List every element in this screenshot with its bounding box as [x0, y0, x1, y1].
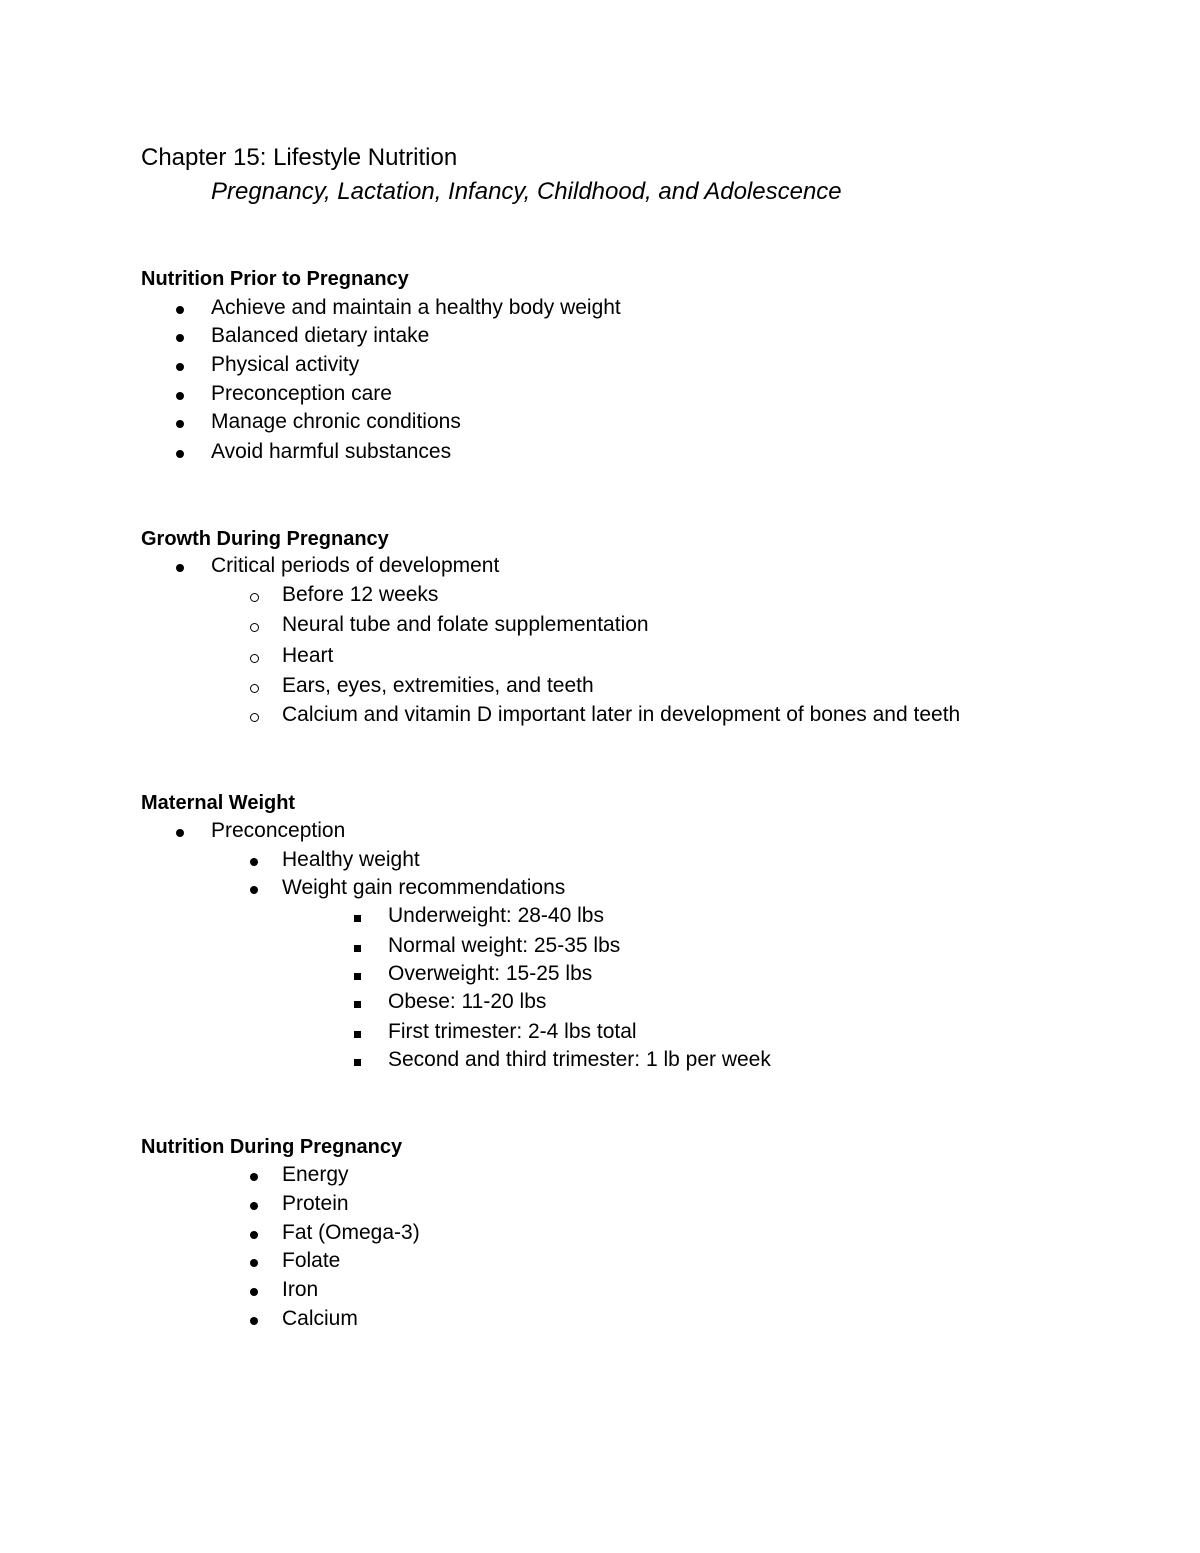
list-item: Heart — [282, 644, 334, 667]
bullet-circle-icon — [250, 684, 259, 693]
bullet-square-icon — [354, 945, 361, 952]
bullet-square-icon — [354, 1031, 361, 1038]
bullet-disc-icon — [176, 564, 184, 572]
document-title: Chapter 15: Lifestyle Nutrition — [141, 144, 458, 171]
list-item: First trimester: 2-4 lbs total — [388, 1020, 637, 1043]
bullet-square-icon — [354, 973, 361, 980]
bullet-disc-icon — [250, 1259, 258, 1267]
document-subtitle: Pregnancy, Lactation, Infancy, Childhood, and Adolescence — [211, 178, 842, 205]
list-item: Avoid harmful substances — [211, 440, 452, 463]
list-item: Preconception care — [211, 382, 392, 405]
list-item: Underweight: 28-40 lbs — [388, 904, 604, 927]
bullet-disc-icon — [250, 1173, 258, 1181]
bullet-disc-icon — [250, 1231, 258, 1239]
list-item: Energy — [282, 1163, 349, 1186]
bullet-circle-icon — [250, 713, 259, 722]
list-item: Iron — [282, 1278, 319, 1301]
bullet-disc-icon — [250, 1202, 258, 1210]
list-item: Critical periods of development — [211, 554, 500, 577]
bullet-disc-icon — [176, 420, 184, 428]
list-item: Achieve and maintain a healthy body weight — [211, 296, 621, 319]
bullet-disc-icon — [250, 1317, 258, 1325]
bullet-circle-icon — [250, 593, 259, 602]
section-heading: Nutrition During Pregnancy — [141, 1136, 403, 1158]
list-item: Ears, eyes, extremities, and teeth — [282, 674, 594, 697]
list-item: Calcium and vitamin D important later in development of bones and teeth — [282, 703, 961, 726]
list-item: Protein — [282, 1192, 349, 1215]
list-item: Physical activity — [211, 353, 360, 376]
bullet-disc-icon — [176, 306, 184, 314]
list-item: Second and third trimester: 1 lb per week — [388, 1048, 771, 1071]
bullet-square-icon — [354, 1001, 361, 1008]
list-item: Fat (Omega-3) — [282, 1221, 420, 1244]
bullet-circle-icon — [250, 623, 259, 632]
list-item: Weight gain recommendations — [282, 876, 566, 899]
bullet-square-icon — [354, 915, 361, 922]
bullet-disc-icon — [176, 450, 184, 458]
bullet-disc-icon — [176, 392, 184, 400]
list-item: Neural tube and folate supplementation — [282, 613, 649, 636]
list-item: Folate — [282, 1249, 341, 1272]
bullet-disc-icon — [176, 334, 184, 342]
bullet-square-icon — [354, 1059, 361, 1066]
bullet-disc-icon — [176, 363, 184, 371]
bullet-disc-icon — [250, 858, 258, 866]
list-item: Calcium — [282, 1307, 358, 1330]
list-item: Before 12 weeks — [282, 583, 439, 606]
list-item: Overweight: 15-25 lbs — [388, 962, 593, 985]
bullet-disc-icon — [250, 1288, 258, 1296]
list-item: Preconception — [211, 819, 346, 842]
section-heading: Maternal Weight — [141, 792, 296, 814]
section-heading: Growth During Pregnancy — [141, 528, 389, 550]
list-item: Manage chronic conditions — [211, 410, 461, 433]
list-item: Healthy weight — [282, 848, 420, 871]
section-heading: Nutrition Prior to Pregnancy — [141, 268, 409, 290]
bullet-disc-icon — [250, 886, 258, 894]
list-item: Obese: 11-20 lbs — [388, 990, 547, 1013]
bullet-circle-icon — [250, 654, 259, 663]
bullet-disc-icon — [176, 829, 184, 837]
list-item: Normal weight: 25-35 lbs — [388, 934, 621, 957]
list-item: Balanced dietary intake — [211, 324, 430, 347]
